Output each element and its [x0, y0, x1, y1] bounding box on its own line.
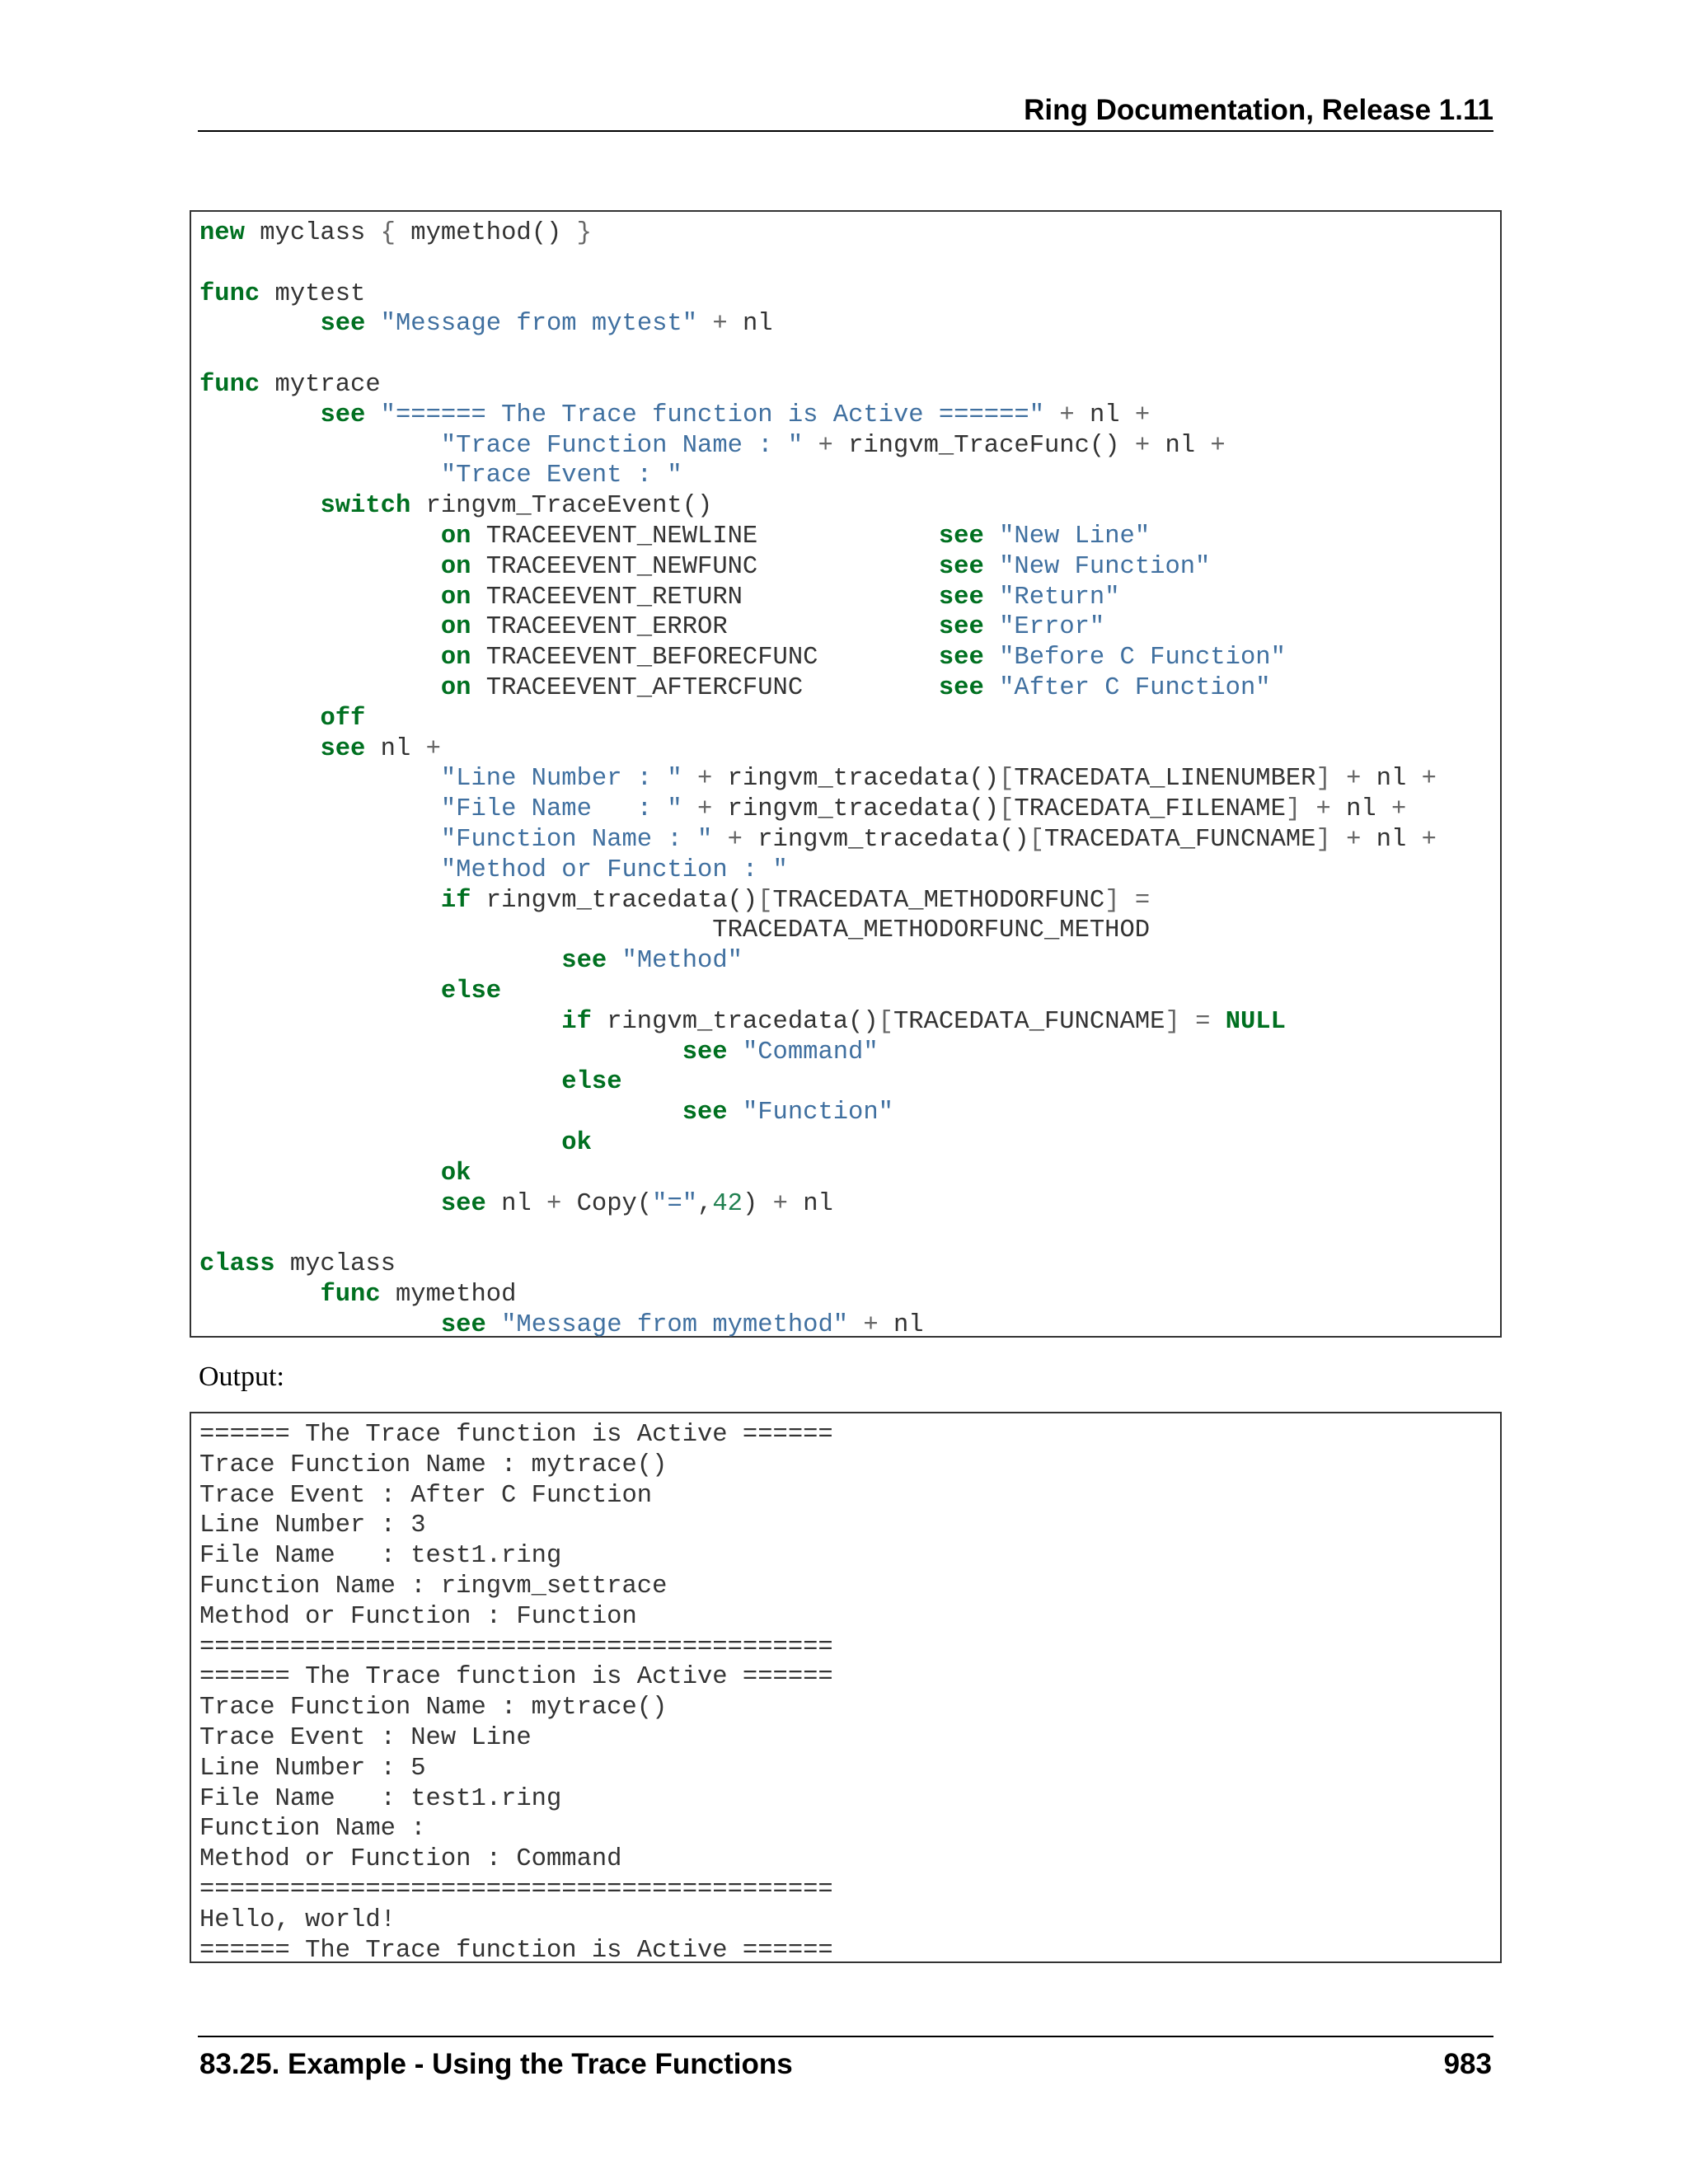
code-token: ] [1285, 795, 1301, 824]
code-token: nl [1361, 765, 1422, 794]
code-token: + [1421, 765, 1437, 794]
code-token: nl [787, 1189, 833, 1218]
code-token: TRACEEVENT_RETURN [471, 583, 939, 612]
code-token: on [440, 522, 471, 551]
code-token: + [1391, 795, 1407, 824]
code-token: ringvm_TraceFunc() [832, 431, 1135, 460]
code-token: if [561, 1007, 592, 1036]
code-token: "=" [652, 1189, 698, 1218]
output-line: ====== The Trace function is Active ====== [199, 1663, 833, 1692]
code-token: myclass [274, 1250, 396, 1279]
code-token: + [1059, 401, 1075, 429]
code-token: ringvm_tracedata() [591, 1007, 879, 1036]
code-token [199, 1129, 561, 1157]
code-token: + [1134, 401, 1151, 429]
code-token: func [320, 1280, 381, 1309]
code-line [199, 886, 1492, 916]
code-token [199, 795, 441, 823]
code-line [199, 916, 1492, 946]
code-token: + [1134, 431, 1151, 460]
output-line: Line Number : 5 [199, 1754, 426, 1783]
code-token: [ [878, 1007, 893, 1036]
code-token [199, 1190, 441, 1218]
code-line [199, 552, 1492, 583]
code-token [848, 1311, 863, 1339]
code-token: TRACEDATA_FILENAME [1014, 795, 1286, 824]
code-token: "Message from mytest" [380, 310, 698, 339]
code-token: [ [757, 886, 773, 915]
code-token: mymethod [380, 1280, 517, 1309]
code-token [984, 583, 999, 612]
code-token: "File Name : " [440, 795, 682, 824]
code-token [199, 1281, 320, 1309]
code-token [365, 310, 380, 338]
code-token: see [938, 673, 984, 702]
code-token: ) [742, 1189, 773, 1218]
code-token: "Before C Function" [999, 644, 1286, 673]
output-label: Output: [199, 1361, 284, 1392]
code-token: see [938, 644, 984, 673]
code-token [199, 492, 320, 520]
code-line [199, 249, 1492, 279]
code-token: { [380, 219, 396, 247]
code-token [199, 977, 441, 1005]
code-line [199, 431, 1492, 462]
output-line: ========================================== [199, 1875, 833, 1904]
output-line: Method or Function : Command [199, 1845, 622, 1874]
code-token: + [1315, 795, 1331, 824]
code-token [1180, 1008, 1195, 1036]
code-token: ringvm_TraceEvent() [410, 492, 713, 521]
code-token [199, 1068, 561, 1096]
code-token [199, 432, 441, 460]
code-line [199, 977, 1492, 1007]
code-token: = [1195, 1007, 1211, 1036]
code-line [199, 279, 1492, 310]
code-token [984, 674, 999, 702]
code-token: + [712, 310, 728, 339]
code-token: see [320, 734, 366, 763]
code-token: ] [1104, 886, 1120, 915]
code-token: + [818, 431, 833, 460]
code-line [199, 764, 1492, 794]
code-token: see [320, 401, 366, 429]
code-token: TRACEDATA_METHODORFUNC_METHOD [199, 916, 1151, 945]
code-line [199, 370, 1492, 401]
code-block [190, 210, 1502, 1338]
code-token [199, 613, 441, 641]
code-token [199, 674, 441, 702]
output-line: ====== The Trace function is Active ====== [199, 1421, 833, 1449]
code-token: ringvm_tracedata() [712, 765, 1000, 794]
code-token: nl [485, 1189, 546, 1218]
code-line [199, 643, 1492, 673]
code-token: "Trace Event : " [440, 462, 682, 490]
code-line [199, 218, 1492, 249]
output-line: File Name : test1.ring [199, 1542, 562, 1571]
output-line: Hello, world! [199, 1905, 396, 1934]
code-token [1044, 401, 1059, 429]
code-token [199, 1038, 682, 1066]
code-token: myclass [244, 219, 381, 247]
code-token: } [576, 219, 592, 247]
code-token: else [440, 977, 502, 1005]
code-token: nl [365, 734, 426, 763]
code-token [199, 887, 441, 915]
code-line [199, 401, 1492, 431]
code-line [199, 1280, 1492, 1310]
code-token [1331, 765, 1346, 793]
code-token: mytest [260, 279, 366, 308]
code-token [1120, 887, 1135, 915]
code-token: see [440, 1310, 486, 1339]
code-token [199, 705, 320, 733]
code-token [803, 432, 818, 460]
code-token [682, 765, 697, 793]
code-token: see [320, 310, 366, 339]
code-token: ringvm_tracedata() [742, 825, 1029, 854]
code-token: ] [1315, 825, 1331, 854]
code-token: + [1421, 825, 1437, 854]
code-token: + [1346, 825, 1362, 854]
code-token: TRACEDATA_METHODORFUNC [772, 886, 1105, 915]
code-token [199, 1008, 561, 1036]
code-line [199, 1189, 1492, 1220]
code-line [199, 1159, 1492, 1189]
code-token: off [320, 704, 366, 733]
code-token [199, 735, 320, 763]
code-token: "Return" [999, 583, 1120, 612]
code-token [199, 856, 441, 884]
code-token: [ [1029, 825, 1045, 854]
code-line [199, 461, 1492, 491]
code-token: see [682, 1038, 728, 1066]
output-line: Trace Event : After C Function [199, 1481, 653, 1510]
code-token: "Method or Function : " [440, 855, 788, 884]
code-token: on [440, 673, 471, 702]
code-token [1210, 1008, 1225, 1036]
code-token [199, 826, 441, 854]
code-token: + [772, 1189, 788, 1218]
code-token: mytrace [260, 370, 381, 399]
code-line [199, 1310, 1492, 1341]
code-token: "Command" [742, 1038, 879, 1066]
code-token: [ [999, 765, 1015, 794]
code-token: nl [878, 1310, 924, 1339]
code-token [199, 644, 441, 672]
page-header [198, 91, 1493, 132]
code-token: 42 [712, 1189, 743, 1218]
output-line: Line Number : 3 [199, 1511, 426, 1540]
code-token: TRACEDATA_FUNCNAME [893, 1007, 1165, 1036]
code-token [984, 553, 999, 581]
output-line: ====== The Trace function is Active ====== [199, 1936, 833, 1965]
output-line: Function Name : ringvm_settrace [199, 1572, 668, 1601]
code-line [199, 1067, 1492, 1098]
code-line [199, 946, 1492, 977]
code-line [199, 1038, 1492, 1068]
code-token: nl [727, 310, 773, 339]
page-number: 983 [1443, 2048, 1492, 2080]
code-token: "After C Function" [999, 673, 1271, 702]
code-token: TRACEDATA_LINENUMBER [1014, 765, 1316, 794]
output-line: Trace Function Name : mytrace() [199, 1451, 668, 1479]
code-token: "Error" [999, 613, 1105, 642]
code-token: nl [1330, 795, 1392, 824]
code-token: ok [561, 1128, 592, 1157]
code-token: on [440, 552, 471, 581]
code-line [199, 309, 1492, 340]
code-token: = [1134, 886, 1151, 915]
output-line: Method or Function : Function [199, 1602, 637, 1631]
code-token: see [561, 947, 607, 976]
code-token [486, 1311, 501, 1339]
code-token: "New Function" [999, 552, 1211, 581]
code-token [365, 401, 380, 429]
code-token [984, 523, 999, 551]
code-token: on [440, 613, 471, 642]
code-line [199, 1098, 1492, 1128]
code-token: TRACEEVENT_NEWLINE [471, 522, 939, 551]
code-token [712, 826, 727, 854]
code-token: on [440, 583, 471, 612]
code-token: nl [1361, 825, 1422, 854]
code-line [199, 1219, 1492, 1249]
code-token: + [1346, 765, 1362, 794]
page-footer [198, 2036, 1493, 2085]
code-token: TRACEEVENT_BEFORECFUNC [471, 644, 939, 673]
code-token: TRACEEVENT_ERROR [471, 613, 939, 642]
code-token: + [697, 795, 713, 824]
code-line [199, 794, 1492, 825]
code-token: class [199, 1250, 275, 1279]
output-block [190, 1412, 1502, 1963]
code-token: new [199, 219, 245, 247]
code-token [697, 310, 712, 338]
code-token: ] [1165, 1007, 1180, 1036]
code-token: TRACEDATA_FUNCNAME [1044, 825, 1316, 854]
code-token [199, 310, 320, 338]
code-token: nl [1074, 401, 1135, 429]
document-title: Ring Documentation, Release 1.11 [1024, 94, 1493, 126]
code-token: "New Line" [999, 522, 1151, 551]
code-token: on [440, 644, 471, 673]
code-line [199, 340, 1492, 370]
code-token: [ [999, 795, 1015, 824]
code-token: ringvm_tracedata() [712, 795, 1000, 824]
code-token: + [546, 1189, 562, 1218]
code-token [199, 947, 561, 975]
code-line [199, 612, 1492, 643]
code-token: switch [320, 492, 411, 521]
code-token: if [440, 886, 471, 915]
code-token: Copy( [561, 1189, 653, 1218]
code-token [728, 1038, 743, 1066]
code-token [728, 1099, 743, 1127]
code-line [199, 855, 1492, 886]
code-token [607, 947, 621, 975]
code-line [199, 825, 1492, 855]
code-line [199, 1128, 1492, 1159]
code-token: else [561, 1068, 622, 1097]
code-token: "Method" [621, 947, 743, 976]
code-token [199, 583, 441, 612]
code-token [199, 1099, 682, 1127]
code-token: "====== The Trace function is Active ======" [380, 401, 1045, 429]
code-token [199, 523, 441, 551]
output-line: Trace Function Name : mytrace() [199, 1694, 668, 1722]
code-token: mymethod() [395, 219, 577, 247]
code-token [199, 553, 441, 581]
output-line: Function Name : [199, 1815, 426, 1844]
code-token: "Trace Function Name : " [440, 431, 804, 460]
code-token [1331, 826, 1346, 854]
code-line [199, 1249, 1492, 1280]
code-token: NULL [1225, 1007, 1286, 1036]
code-token: see [938, 522, 984, 551]
code-token [682, 795, 697, 823]
code-token: + [697, 765, 713, 794]
code-token: see [938, 552, 984, 581]
code-token [199, 462, 441, 490]
code-line [199, 522, 1492, 552]
code-token: see [938, 613, 984, 642]
code-token: see [682, 1099, 728, 1127]
code-token [199, 765, 441, 793]
code-token: func [199, 279, 260, 308]
code-token: ] [1315, 765, 1331, 794]
code-token: func [199, 370, 260, 399]
code-token: TRACEEVENT_NEWFUNC [471, 552, 939, 581]
code-token: TRACEEVENT_AFTERCFUNC [471, 673, 939, 702]
code-line [199, 673, 1492, 704]
code-line [199, 491, 1492, 522]
code-token [984, 613, 999, 641]
code-token: ringvm_tracedata() [471, 886, 758, 915]
code-token [984, 644, 999, 672]
code-token: + [863, 1310, 879, 1339]
code-line [199, 734, 1492, 765]
output-line: Trace Event : New Line [199, 1723, 532, 1752]
code-token: "Message from mymethod" [501, 1310, 849, 1339]
code-token: + [425, 734, 441, 763]
code-token: "Line Number : " [440, 765, 682, 794]
code-token: + [727, 825, 743, 854]
section-title: 83.25. Example - Using the Trace Functions [199, 2048, 793, 2080]
output-line: ========================================== [199, 1633, 833, 1661]
code-token: see [440, 1189, 486, 1218]
code-token: + [1210, 431, 1226, 460]
code-token: nl [1150, 431, 1211, 460]
code-token [199, 401, 320, 429]
code-token [199, 1311, 441, 1339]
code-token [199, 1160, 441, 1188]
code-token: , [697, 1189, 713, 1218]
code-token: "Function Name : " [440, 825, 713, 854]
code-line [199, 704, 1492, 734]
code-token: "Function" [742, 1099, 893, 1127]
code-line [199, 583, 1492, 613]
output-line: File Name : test1.ring [199, 1784, 562, 1813]
code-token: see [938, 583, 984, 612]
code-token [1301, 795, 1315, 823]
code-token: ok [440, 1159, 471, 1188]
code-line [199, 1007, 1492, 1038]
